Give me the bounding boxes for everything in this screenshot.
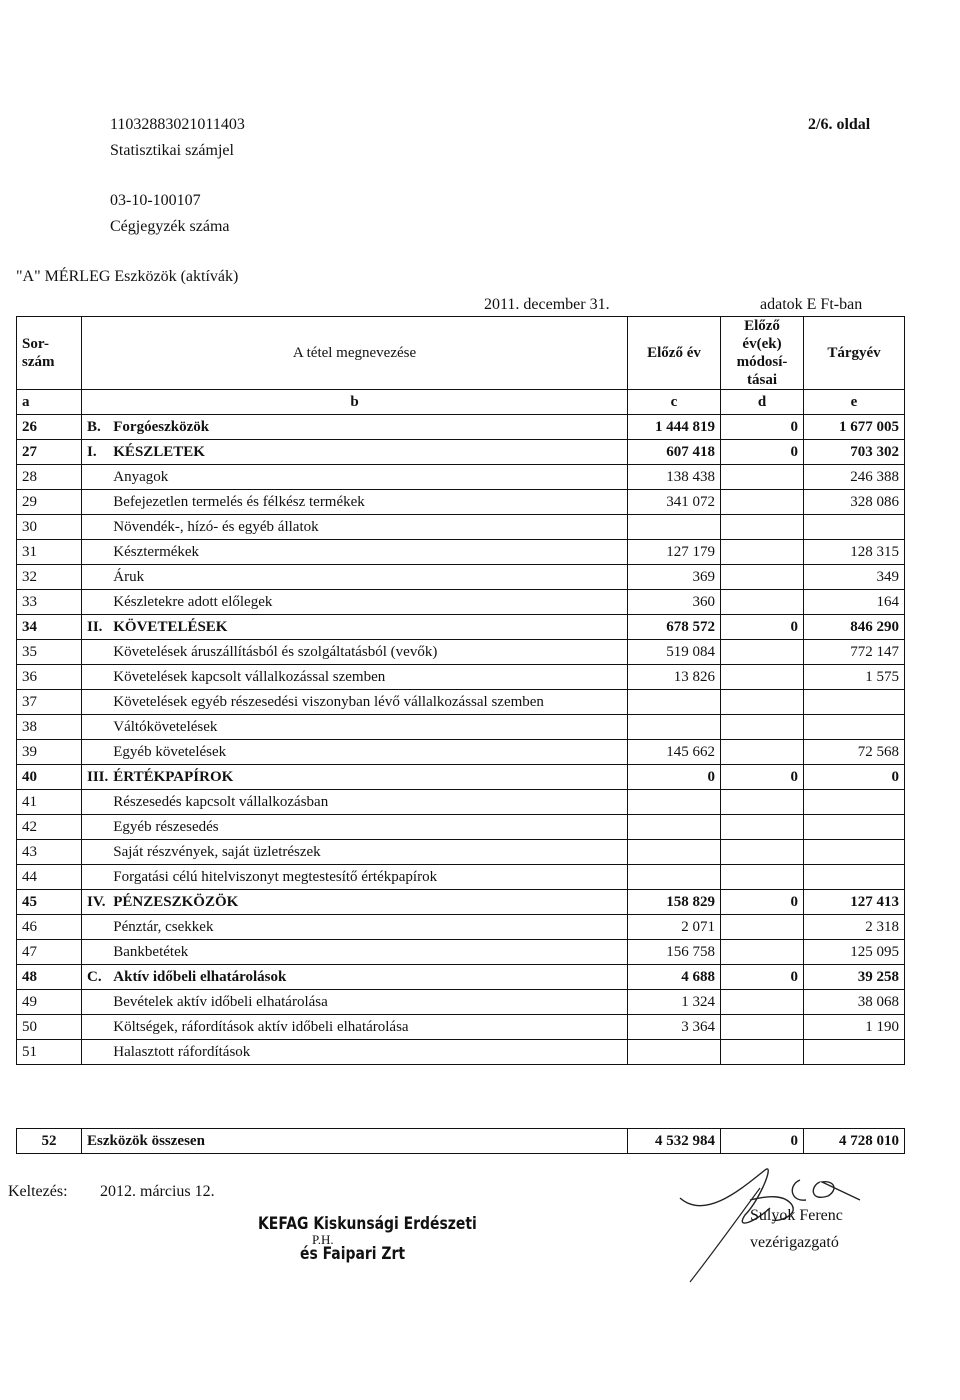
stamp-line-2: és Faipari Zrt: [300, 1244, 406, 1264]
total-table: [16, 1128, 905, 1154]
row-name: Késztermékek: [108, 540, 627, 565]
row-name: Követelések áruszállításból és szolgáltatásból (vevők): [108, 640, 627, 665]
row-mark: [82, 640, 109, 665]
row-current-year: 2 318: [804, 915, 905, 940]
row-modifications: 0: [721, 615, 804, 640]
row-modifications: [721, 1015, 804, 1040]
row-modifications: 0: [721, 415, 804, 440]
table-body: [17, 415, 905, 1065]
row-modifications: 0: [721, 765, 804, 790]
table-row: [17, 540, 905, 565]
total-modifications: 0: [721, 1129, 804, 1154]
row-name: Részesedés kapcsolt vállalkozásban: [108, 790, 627, 815]
row-mark: [82, 940, 109, 965]
table-row: [17, 840, 905, 865]
letter-b: b: [82, 390, 628, 415]
row-name: Befejezetlen termelés és félkész termékek: [108, 490, 627, 515]
date-label: Keltezés:: [8, 1183, 68, 1200]
row-modifications: [721, 590, 804, 615]
report-date: 2011. december 31.: [484, 296, 610, 313]
row-current-year: 1 677 005: [804, 415, 905, 440]
table-row: [17, 965, 905, 990]
row-mark: III.: [82, 765, 109, 790]
letter-a: a: [17, 390, 82, 415]
stamp-line-1: KEFAG Kiskunsági Erdészeti: [258, 1214, 477, 1234]
row-number: 43: [17, 840, 82, 865]
table-row: [17, 915, 905, 940]
table-row: [17, 990, 905, 1015]
page-number-text: 2/6. oldal: [808, 116, 871, 133]
row-modifications: [721, 690, 804, 715]
row-current-year: 72 568: [804, 740, 905, 765]
total-no: 52: [17, 1129, 82, 1154]
row-number: 40: [17, 765, 82, 790]
row-number: 34: [17, 615, 82, 640]
row-modifications: [721, 740, 804, 765]
row-number: 30: [17, 515, 82, 540]
row-current-year: 0: [804, 765, 905, 790]
table-row: [17, 565, 905, 590]
row-number: 42: [17, 815, 82, 840]
row-name: Készletekre adott előlegek: [108, 590, 627, 615]
table-row: [17, 865, 905, 890]
row-modifications: [721, 1040, 804, 1065]
row-number: 32: [17, 565, 82, 590]
document-title: "A" MÉRLEG Eszközök (aktívák): [16, 268, 239, 285]
stat-number: 11032883021011403: [110, 116, 245, 133]
row-mark: [82, 465, 109, 490]
row-name: Pénztár, csekkek: [108, 915, 627, 940]
row-modifications: [721, 815, 804, 840]
table-row: [17, 715, 905, 740]
row-modifications: [721, 790, 804, 815]
header-sorszam-text: Sor-szám: [22, 336, 55, 370]
signer-title: vezérigazgató: [750, 1234, 839, 1251]
stamp-ph: P.H.: [312, 1232, 334, 1247]
table-row: [17, 465, 905, 490]
row-name: Forgatási célú hitelviszonyt megtestesítő értékpapírok: [108, 865, 627, 890]
header-modifications: [721, 317, 804, 390]
row-number: 39: [17, 740, 82, 765]
row-name: Bankbetétek: [108, 940, 627, 965]
row-name: Költségek, ráfordítások aktív időbeli elhatárolása: [108, 1015, 627, 1040]
row-modifications: [721, 540, 804, 565]
row-prev-year: 1 324: [628, 990, 721, 1015]
row-number: 41: [17, 790, 82, 815]
row-modifications: [721, 640, 804, 665]
row-prev-year: [628, 690, 721, 715]
row-name: KÖVETELÉSEK: [108, 615, 627, 640]
column-letters-row: [17, 390, 905, 415]
row-modifications: [721, 515, 804, 540]
row-current-year: [804, 865, 905, 890]
row-prev-year: 127 179: [628, 540, 721, 565]
registration-number: 03-10-100107: [110, 192, 201, 209]
table-row: [17, 515, 905, 540]
row-current-year: 164: [804, 590, 905, 615]
row-prev-year: 4 688: [628, 965, 721, 990]
row-mark: [82, 515, 109, 540]
row-current-year: 38 068: [804, 990, 905, 1015]
row-name: Váltókövetelések: [108, 715, 627, 740]
row-number: 46: [17, 915, 82, 940]
row-mark: [82, 740, 109, 765]
row-prev-year: 138 438: [628, 465, 721, 490]
row-number: 38: [17, 715, 82, 740]
row-modifications: 0: [721, 965, 804, 990]
row-mark: [82, 815, 109, 840]
table-row: [17, 690, 905, 715]
row-number: 44: [17, 865, 82, 890]
row-modifications: [721, 915, 804, 940]
row-mark: [82, 915, 109, 940]
letter-d: d: [721, 390, 804, 415]
row-current-year: 772 147: [804, 640, 905, 665]
table-header-row: [17, 317, 905, 390]
total-prev-year: 4 532 984: [628, 1129, 721, 1154]
row-mark: [82, 565, 109, 590]
stat-label: Statisztikai számjel: [110, 142, 234, 159]
row-mark: [82, 990, 109, 1015]
row-modifications: [721, 865, 804, 890]
row-prev-year: 360: [628, 590, 721, 615]
row-modifications: [721, 490, 804, 515]
signature-mark: [660, 1160, 880, 1290]
row-prev-year: 341 072: [628, 490, 721, 515]
row-name: Forgóeszközök: [108, 415, 627, 440]
row-current-year: 39 258: [804, 965, 905, 990]
row-number: 27: [17, 440, 82, 465]
row-prev-year: [628, 790, 721, 815]
row-prev-year: 1 444 819: [628, 415, 721, 440]
row-name: ÉRTÉKPAPÍROK: [108, 765, 627, 790]
row-name: PÉNZESZKÖZÖK: [108, 890, 627, 915]
row-mark: [82, 1015, 109, 1040]
table-row: [17, 440, 905, 465]
table-row: [17, 890, 905, 915]
row-current-year: [804, 690, 905, 715]
row-number: 35: [17, 640, 82, 665]
row-modifications: [721, 565, 804, 590]
row-name: Növendék-, hízó- és egyéb állatok: [108, 515, 627, 540]
row-modifications: [721, 665, 804, 690]
row-current-year: 1 575: [804, 665, 905, 690]
row-current-year: 328 086: [804, 490, 905, 515]
header-current-year: Tárgyév: [804, 317, 905, 390]
table-row: [17, 740, 905, 765]
unit-label: adatok E Ft-ban: [760, 296, 863, 313]
row-prev-year: [628, 715, 721, 740]
row-current-year: [804, 515, 905, 540]
row-prev-year: 145 662: [628, 740, 721, 765]
table-row: [17, 640, 905, 665]
row-number: 36: [17, 665, 82, 690]
header-sorszam: [17, 317, 82, 390]
row-mark: [82, 865, 109, 890]
row-prev-year: 156 758: [628, 940, 721, 965]
row-current-year: [804, 815, 905, 840]
total-name: Eszközök összesen: [82, 1129, 628, 1154]
table-row: [17, 790, 905, 815]
row-mark: [82, 540, 109, 565]
row-current-year: 846 290: [804, 615, 905, 640]
row-current-year: 349: [804, 565, 905, 590]
row-current-year: 246 388: [804, 465, 905, 490]
row-prev-year: 678 572: [628, 615, 721, 640]
signer-name: Sulyok Ferenc: [750, 1207, 843, 1224]
row-mark: II.: [82, 615, 109, 640]
row-current-year: 127 413: [804, 890, 905, 915]
row-number: 29: [17, 490, 82, 515]
row-modifications: [721, 940, 804, 965]
row-number: 31: [17, 540, 82, 565]
row-number: 51: [17, 1040, 82, 1065]
row-current-year: 125 095: [804, 940, 905, 965]
row-number: 49: [17, 990, 82, 1015]
row-modifications: 0: [721, 440, 804, 465]
row-name: Követelések egyéb részesedési viszonyban lévő vállalkozással szemben: [108, 690, 627, 715]
row-number: 37: [17, 690, 82, 715]
balance-table: [16, 316, 905, 1065]
row-prev-year: 369: [628, 565, 721, 590]
table-row: [17, 765, 905, 790]
row-mark: IV.: [82, 890, 109, 915]
row-number: 50: [17, 1015, 82, 1040]
letter-e: e: [804, 390, 905, 415]
table-row: [17, 615, 905, 640]
row-name: Saját részvények, saját üzletrészek: [108, 840, 627, 865]
row-mark: [82, 490, 109, 515]
row-mark: B.: [82, 415, 109, 440]
row-name: KÉSZLETEK: [108, 440, 627, 465]
total-row: [17, 1129, 905, 1154]
row-mark: [82, 715, 109, 740]
row-prev-year: 607 418: [628, 440, 721, 465]
row-current-year: 703 302: [804, 440, 905, 465]
header-prev-year: Előző év: [628, 317, 721, 390]
row-mark: [82, 665, 109, 690]
row-mark: [82, 690, 109, 715]
row-mark: [82, 1040, 109, 1065]
row-name: Bevételek aktív időbeli elhatárolása: [108, 990, 627, 1015]
row-number: 33: [17, 590, 82, 615]
table-row: [17, 940, 905, 965]
row-prev-year: 0: [628, 765, 721, 790]
table-row: [17, 415, 905, 440]
header-modifications-text: Előző év(ek) módosí-tásai: [736, 318, 788, 388]
row-current-year: 128 315: [804, 540, 905, 565]
row-modifications: 0: [721, 890, 804, 915]
row-prev-year: 519 084: [628, 640, 721, 665]
row-current-year: [804, 790, 905, 815]
date-value: 2012. március 12.: [100, 1183, 215, 1200]
row-number: 47: [17, 940, 82, 965]
row-number: 48: [17, 965, 82, 990]
table-row: [17, 590, 905, 615]
row-name: Aktív időbeli elhatárolások: [108, 965, 627, 990]
row-prev-year: [628, 515, 721, 540]
row-mark: C.: [82, 965, 109, 990]
row-prev-year: [628, 865, 721, 890]
page-number: [808, 116, 870, 134]
row-prev-year: 3 364: [628, 1015, 721, 1040]
row-mark: [82, 840, 109, 865]
row-prev-year: 2 071: [628, 915, 721, 940]
row-name: Követelések kapcsolt vállalkozással szemben: [108, 665, 627, 690]
row-current-year: 1 190: [804, 1015, 905, 1040]
table-row: [17, 1015, 905, 1040]
table-row: [17, 1040, 905, 1065]
row-modifications: [721, 715, 804, 740]
table-row: [17, 490, 905, 515]
row-current-year: [804, 1040, 905, 1065]
row-mark: [82, 790, 109, 815]
row-current-year: [804, 715, 905, 740]
row-number: 28: [17, 465, 82, 490]
row-name: Egyéb részesedés: [108, 815, 627, 840]
row-mark: [82, 590, 109, 615]
row-prev-year: [628, 815, 721, 840]
row-name: Áruk: [108, 565, 627, 590]
row-number: 26: [17, 415, 82, 440]
row-prev-year: [628, 1040, 721, 1065]
row-prev-year: [628, 840, 721, 865]
row-name: Anyagok: [108, 465, 627, 490]
row-mark: I.: [82, 440, 109, 465]
table-row: [17, 665, 905, 690]
row-number: 45: [17, 890, 82, 915]
row-name: Egyéb követelések: [108, 740, 627, 765]
row-current-year: [804, 840, 905, 865]
row-modifications: [721, 990, 804, 1015]
row-prev-year: 13 826: [628, 665, 721, 690]
row-modifications: [721, 465, 804, 490]
letter-c: c: [628, 390, 721, 415]
row-modifications: [721, 840, 804, 865]
total-current-year: 4 728 010: [804, 1129, 905, 1154]
row-prev-year: 158 829: [628, 890, 721, 915]
registration-label: Cégjegyzék száma: [110, 218, 230, 235]
header-name: A tétel megnevezése: [82, 317, 628, 390]
row-name: Halasztott ráfordítások: [108, 1040, 627, 1065]
table-row: [17, 815, 905, 840]
